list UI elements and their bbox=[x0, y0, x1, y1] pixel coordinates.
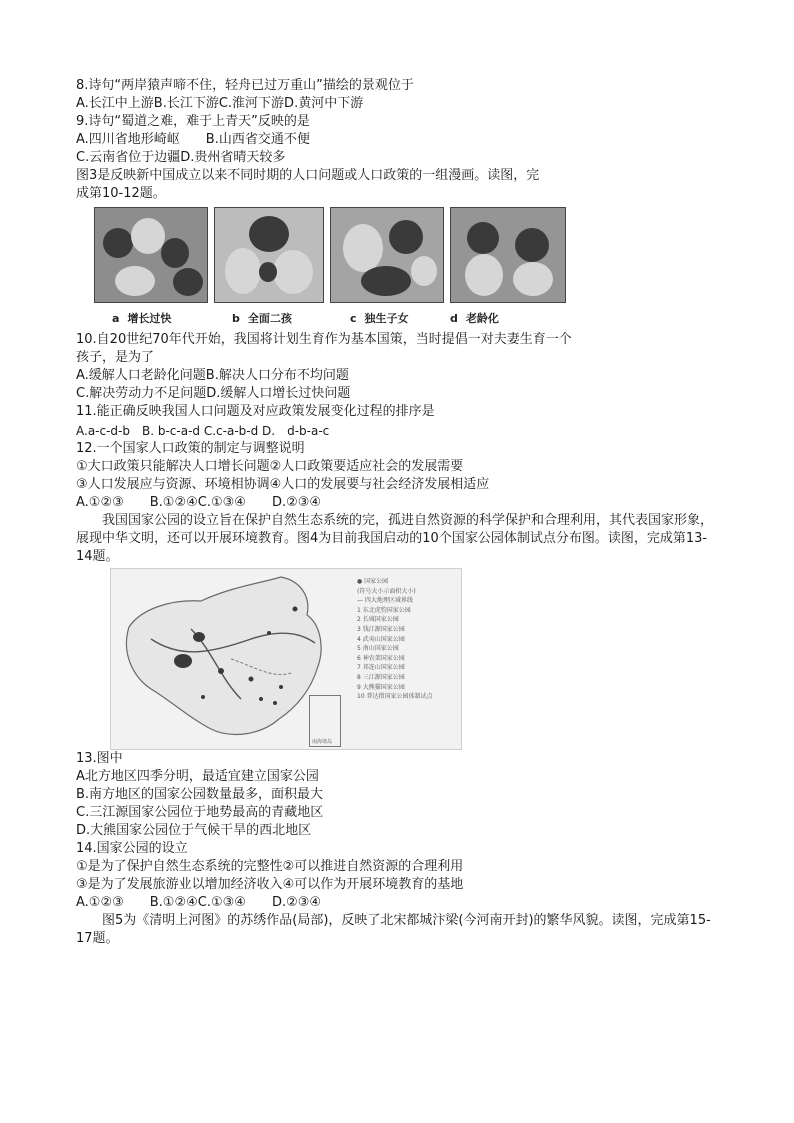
legend-item: (符号大小示面积大小) bbox=[357, 587, 416, 595]
park-marker-nanshan bbox=[259, 697, 263, 701]
legend-item: ● 国家公园 bbox=[357, 578, 389, 585]
q10-options-ab: A.缓解人口老龄化问题B.解决人口分布不均问题 bbox=[76, 368, 349, 383]
cartoon-panel-c bbox=[330, 207, 444, 303]
legend-item: 5 南山国家公园 bbox=[357, 645, 399, 653]
park-marker-shennongjia bbox=[249, 677, 254, 682]
caption-d: d 老龄化 bbox=[450, 312, 499, 325]
park-marker-pudacuo bbox=[201, 695, 205, 699]
cartoon-panel-a bbox=[94, 207, 208, 303]
park-marker-qianjiangyuan bbox=[279, 685, 283, 689]
fig3-intro: 图3是反映新中国成立以来不同时期的人口问题或人口政策的一组漫画。读图，完 bbox=[76, 168, 540, 183]
q12-statements-2: ③人口发展应与资源、环境相协调④人口的发展要与社会经济发展相适应 bbox=[76, 477, 490, 492]
q13-option-b: B.南方地区的国家公园数量最多，面积最大 bbox=[76, 787, 324, 802]
park-marker-dongbeihubao bbox=[293, 607, 298, 612]
legend-item: 8 三江源国家公园 bbox=[357, 673, 405, 681]
legend-item: 10 普达措国家公园体制试点 bbox=[357, 693, 433, 701]
q9-options-cd: C.云南省位于边疆D.贵州省晴天较多 bbox=[76, 150, 286, 165]
q14-statements-1: ①是为了保护自然生态系统的完整性②可以推进自然资源的合理利用 bbox=[76, 859, 464, 874]
q14-stem: 14.国家公园的设立 bbox=[76, 841, 188, 856]
legend-item: 6 神农架国家公园 bbox=[357, 654, 405, 662]
legend-item: 7 祁连山国家公园 bbox=[357, 664, 405, 672]
cartoon-panel-d bbox=[450, 207, 566, 303]
q10-options-cd: C.解决劳动力不足问题D.缓解人口增长过快问题 bbox=[76, 386, 351, 401]
park-marker-sanjiangyuan bbox=[174, 654, 192, 668]
legend-item: — 四大地理区域界线 bbox=[357, 597, 413, 605]
legend-item: 3 钱江源国家公园 bbox=[357, 625, 405, 633]
map-legend bbox=[357, 577, 433, 702]
legend-item: 2 长城国家公园 bbox=[357, 616, 399, 624]
q14-statements-2: ③是为了发展旅游业以增加经济收入④可以作为开展环境教育的基地 bbox=[76, 877, 464, 892]
legend-item: 1 东北虎豹国家公园 bbox=[357, 606, 411, 614]
q12-statements-1: ①大口政策只能解决人口增长问题②人口政策要适应社会的发展需要 bbox=[76, 459, 464, 474]
q8-options: A.长江中上游B.长江下游C.淮河下游D.黄河中下游 bbox=[76, 96, 364, 111]
caption-c: c 独生子女 bbox=[350, 312, 409, 325]
fig3-intro-cont: 成第10-12题。 bbox=[76, 186, 166, 201]
q12-stem: 12.一个国家人口政策的制定与调整说明 bbox=[76, 441, 305, 456]
q13-option-a: A北方地区四季分明，最适宜建立国家公园 bbox=[76, 769, 319, 784]
q11-stem: 11.能正确反映我国人口问题及对应政策发展变化过程的排序是 bbox=[76, 404, 435, 419]
q9-options-ab: A.四川省地形崎岖 B.山西省交通不便 bbox=[76, 132, 310, 147]
park-marker-changcheng bbox=[267, 631, 271, 635]
q11-options: A.a-c-d-b B. b-c-a-d C.c-a-b-d D. d-b-a-c bbox=[76, 424, 330, 438]
q9-stem: 9.诗句“蜀道之难，难于上青天”反映的是 bbox=[76, 114, 310, 129]
q14-options: A.①②③ B.①②④C.①③④ D.②③④ bbox=[76, 895, 322, 910]
q10-stem-cont: 孩子，是为了 bbox=[76, 350, 155, 365]
legend-item: 9 大熊猫国家公园 bbox=[357, 683, 405, 691]
south-china-sea-inset bbox=[309, 695, 341, 747]
legend-item: 4 武夷山国家公园 bbox=[357, 635, 405, 643]
q8-stem: 8.诗句“两岸猿声啼不住，轻舟已过万重山”描绘的景观位于 bbox=[76, 78, 414, 93]
q13-stem: 13.图中 bbox=[76, 751, 123, 766]
fig5-intro: 图5为《清明上河图》的苏绣作品(局部)，反映了北宋都城汴梁(今河南开封)的繁华风貌。读图，完成第15-17题。 bbox=[76, 913, 711, 946]
inset-label: 南海诸岛 bbox=[312, 739, 333, 745]
caption-a: a 增长过快 bbox=[112, 312, 172, 325]
park-marker-qilianshan bbox=[193, 632, 205, 642]
caption-b: b 全面二孩 bbox=[232, 312, 292, 325]
q12-options: A.①②③ B.①②④C.①③④ D.②③④ bbox=[76, 495, 322, 510]
q13-option-d: D.大熊国家公园位于气候干旱的西北地区 bbox=[76, 823, 312, 838]
cartoon-panel-b bbox=[214, 207, 324, 303]
q13-option-c: C.三江源国家公园位于地势最高的青藏地区 bbox=[76, 805, 324, 820]
q10-stem: 10.自20世纪70年代开始，我国将计划生育作为基本国策，当时提倡一对夫妻生育一个 bbox=[76, 332, 572, 347]
park-marker-wuyishan bbox=[273, 701, 277, 705]
figure-4-map bbox=[110, 568, 462, 750]
figure-3-cartoons bbox=[94, 207, 566, 327]
fig4-intro: 我国国家公园的设立旨在保护自然生态系统的完，孤进自然资源的科学保护和合理利用，其代表国家形象，展现中华文明，还可以开展环境教育。图4为目前我国启动的10个国家公园体制试点分布图。读图，完成第13-14题。 bbox=[76, 513, 714, 564]
park-marker-daxiongmao bbox=[218, 668, 224, 674]
